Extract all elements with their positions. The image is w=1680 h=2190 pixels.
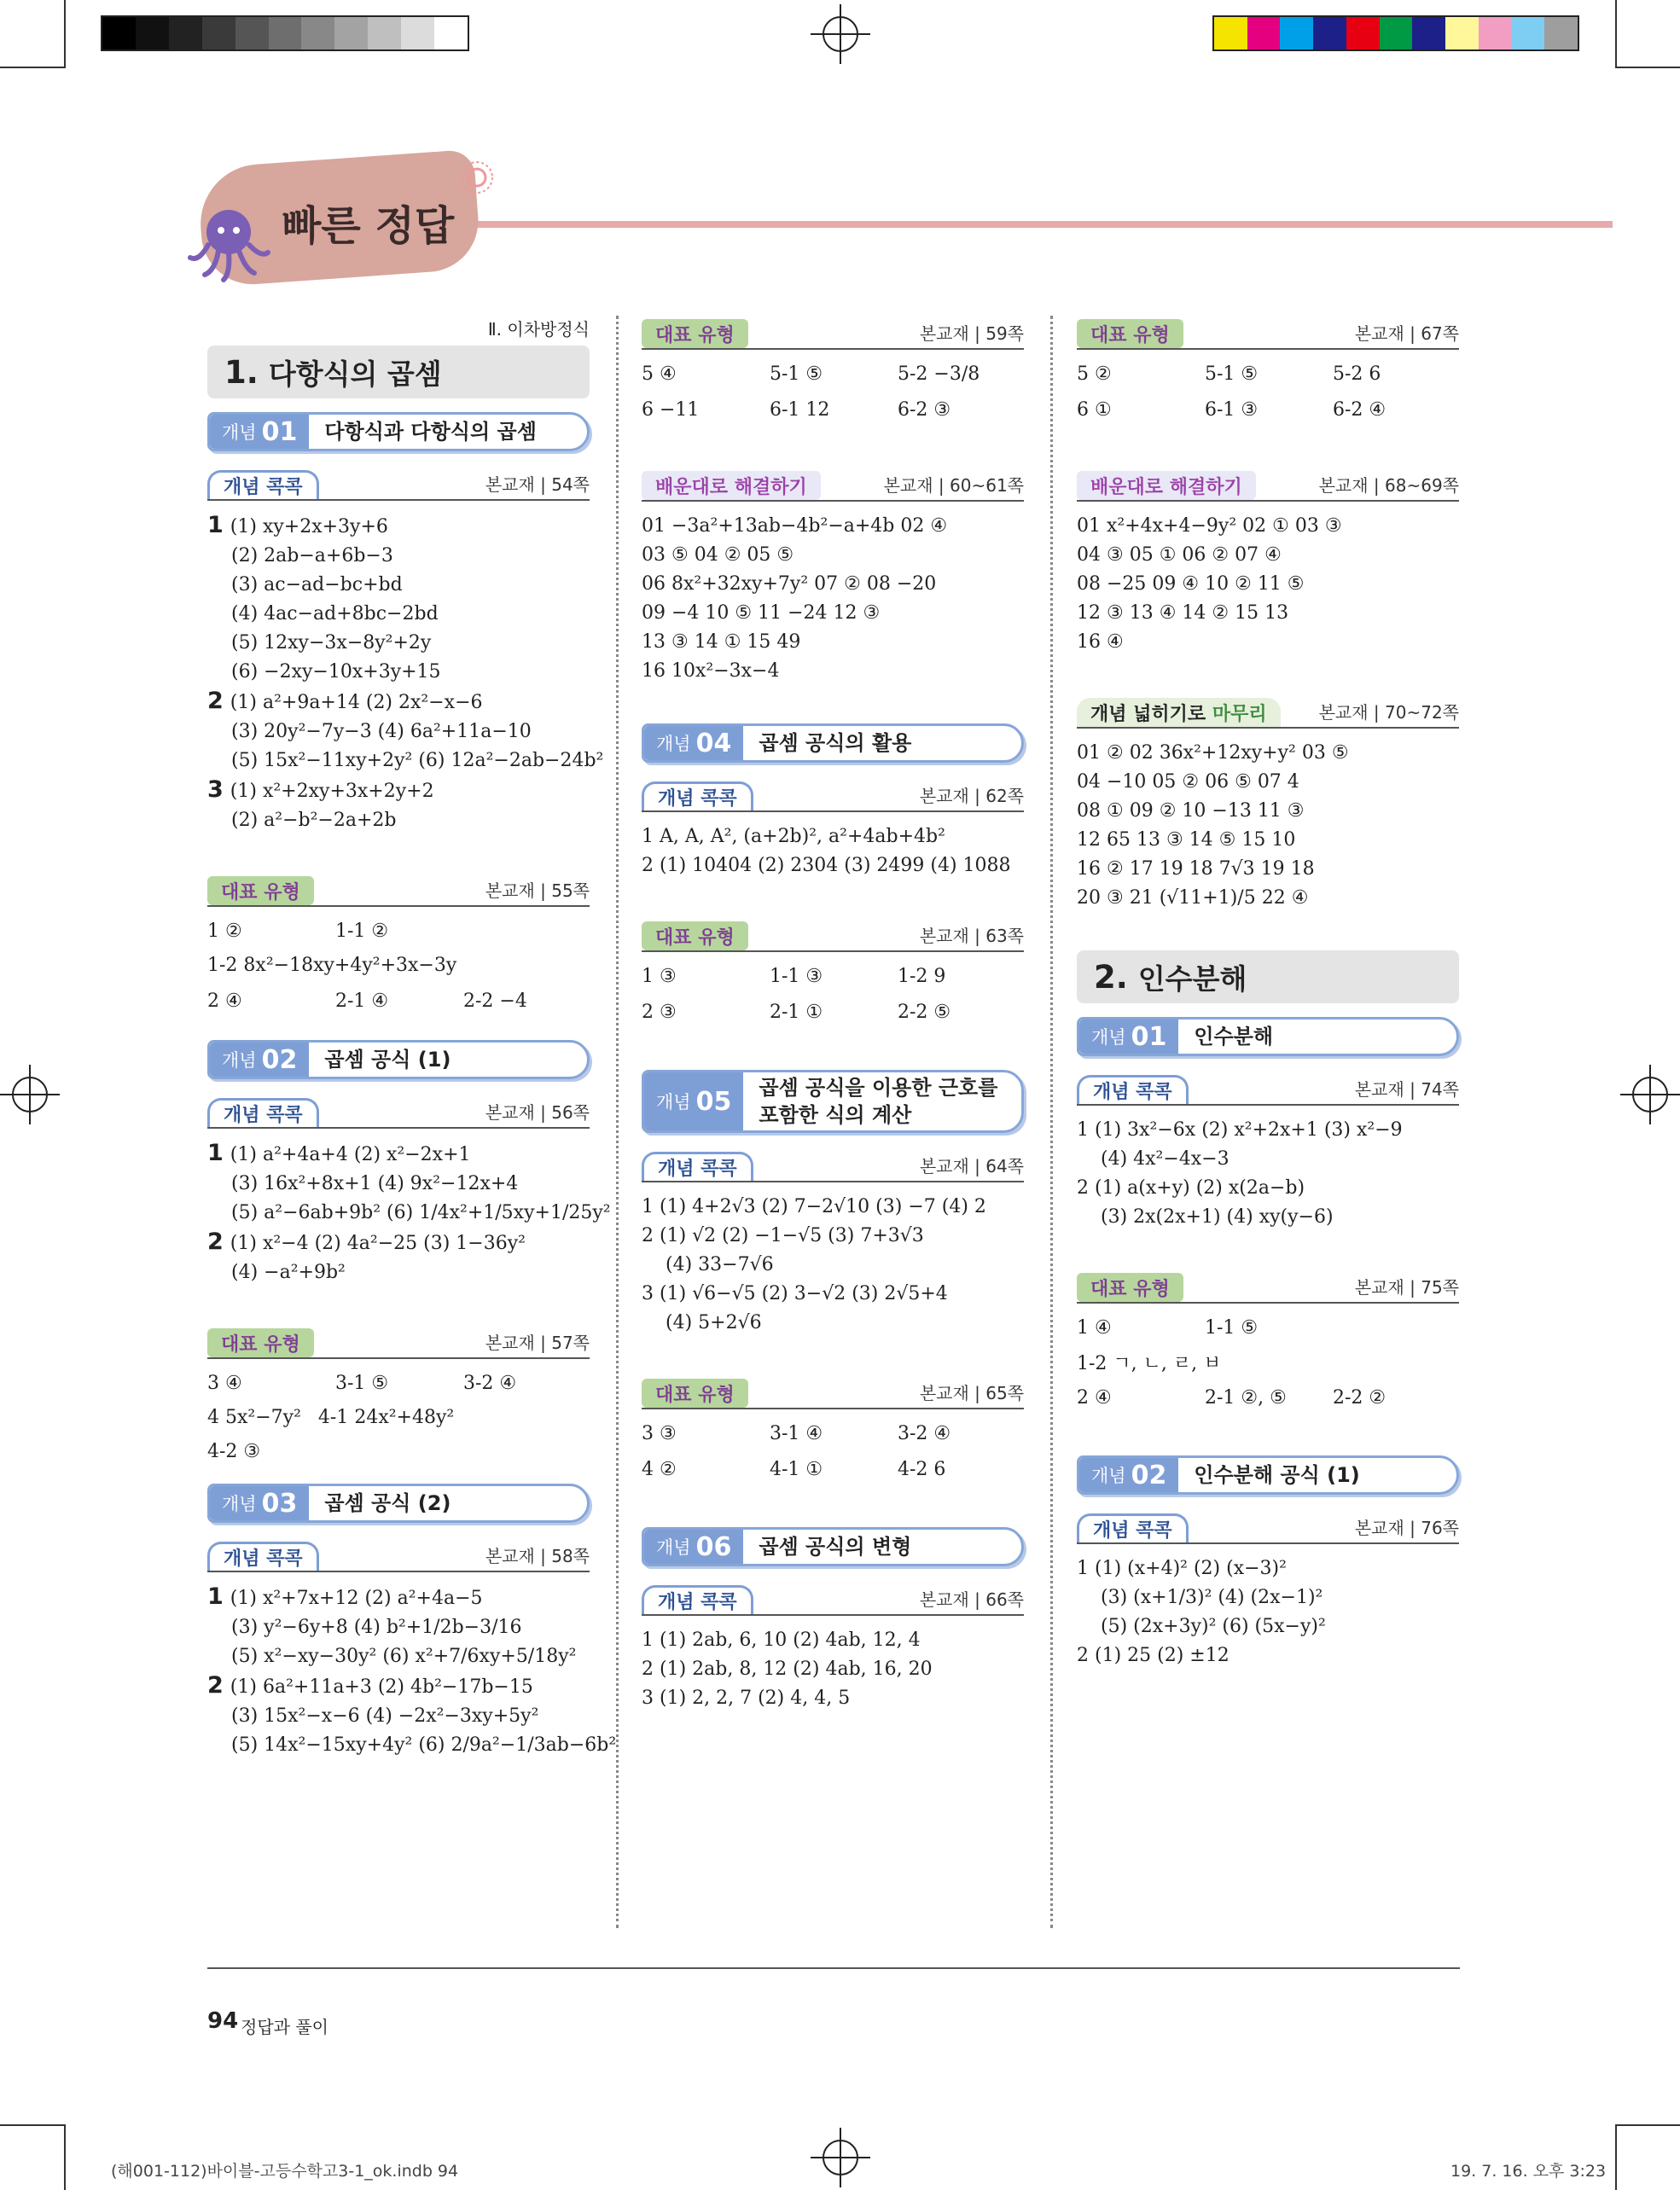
answer-cell: 1-1 ② [335,920,389,942]
page-reference: 본교재 | 56쪽 [485,1102,590,1123]
page-reference: 본교재 | 76쪽 [1354,1518,1459,1538]
concept-title: 곱셈 공식 (2) [324,1491,451,1515]
concept-tag: 개념 01 [210,415,309,449]
page-reference: 본교재 | 64쪽 [919,1156,1024,1176]
section-header [1077,694,1459,729]
concept-title: 곱셈 공식의 변형 [759,1535,912,1559]
section-header [1077,316,1459,350]
answer-cell: 5 ④ [642,363,677,385]
concept-title: 인수분해 [1194,1025,1274,1049]
answer-cell: 1-2 8x²−18xy+4y²+3x−3y [207,954,457,976]
column-2 [642,316,1024,1713]
answer-cell: 2-1 ②, ⑤ [1205,1386,1287,1409]
answer-grid [207,917,590,944]
crop-mark [1615,2124,1617,2190]
answer-line: 1 (1) 4+2√3 (2) 7−2√10 (3) −7 (4) 2 [642,1196,986,1217]
section-label: 개념 콕콕 [642,1585,753,1614]
answer-cell: 5-2 −3/8 [898,363,980,385]
chapter-header [207,346,590,398]
section-label: 대표 유형 [207,1328,314,1357]
concept-title: 곱셈 공식 (1) [324,1048,451,1072]
answer-cell: 6-1 ③ [1205,398,1259,421]
answer-cell: 5-2 6 [1333,363,1381,385]
crop-mark [0,67,64,68]
answer-line: (4) 4ac−ad+8bc−2bd [231,603,439,624]
answer-line: 2 (1) √2 (2) −1−√5 (3) 7+3√3 [642,1225,924,1246]
answer-line: 20 ③ 21 (√11+1)/5 22 ④ [1077,887,1309,909]
page-reference: 본교재 | 74쪽 [1354,1079,1459,1100]
section-label: 대표 유형 [642,1379,748,1408]
answer-line: (2) a²−b²−2a+2b [231,810,397,831]
answer-line: 12 ③ 13 ④ 14 ② 15 13 [1077,602,1289,624]
answer-line: (4) 5+2√6 [666,1312,762,1333]
answer-cell: 2 ④ [1077,1386,1112,1409]
answer-line: (3) 2x(2x+1) (4) xy(y−6) [1101,1206,1334,1228]
column-3 [1077,316,1459,1670]
concept-title: 곱셈 공식의 활용 [759,731,912,755]
section-label: 배운대로 해결하기 [1077,471,1256,500]
answer-cell: 1 ④ [1077,1316,1112,1339]
answer-line: (3) 15x²−x−6 (4) −2x²−3xy+5y² [231,1705,539,1727]
answer-line: 13 ③ 14 ① 15 49 [642,631,801,653]
answer-cell: 3-2 ④ [898,1422,951,1444]
section-header [1077,1510,1459,1544]
answer-line: 01 x²+4x+4−9y² 02 ① 03 ③ [1077,515,1342,537]
print-filename: (해001-112)바이블-고등수학고3-1_ok.indb 94 [111,2162,459,2181]
answer-line: 06 8x²+32xy+7y² 07 ② 08 −20 [642,573,937,595]
section-header [642,316,1024,350]
answer-cell: 2-2 −4 [463,990,527,1012]
answer-cell: 1 ② [207,920,242,942]
section-header [642,778,1024,812]
chapter-title: 다항식의 곱셈 [268,357,442,391]
section-label: 개념 콕콕 [642,781,753,810]
section-label: 개념 콕콕 [1077,1513,1189,1542]
answer-cell: 2-2 ② [1333,1386,1386,1409]
concept-header [207,1040,590,1079]
section-label: 개념 콕콕 [207,1542,319,1571]
answer-line: 2 (1) 25 (2) ±12 [1077,1645,1229,1666]
page-reference: 본교재 | 62쪽 [919,786,1024,806]
crop-mark [1615,67,1680,68]
answer-line: 3 (1) √6−√5 (2) 3−√2 (3) 2√5+4 [642,1283,948,1304]
answer-line: 2 (1) a(x+y) (2) x(2a−b) [1077,1177,1305,1199]
answer-cell: 4 ② [642,1458,677,1480]
section-header [207,1095,590,1129]
sun-decoration-icon [458,159,496,196]
section-label: 개념 콕콕 [642,1152,753,1181]
answer-cell: 1-1 ⑤ [1205,1316,1259,1339]
answer-grid [642,962,1024,1025]
answer-line: 1 (1) a²+4a+4 (2) x²−2x+1 [207,1140,471,1166]
answer-line: 1 (1) 3x²−6x (2) x²+2x+1 (3) x²−9 [1077,1119,1403,1141]
answer-cell: 6-2 ④ [1333,398,1386,421]
answer-line: 01 −3a²+13ab−4b²−a+4b 02 ④ [642,515,948,537]
answer-cell: 3 ④ [207,1372,242,1394]
answer-cell: 2-2 ⑤ [898,1001,951,1023]
answer-cell: 4-1 24x²+48y² [317,1406,455,1428]
answer-line: (5) x²−xy−30y² (6) x²+7/6xy+5/18y² [231,1646,577,1667]
page-number: 94 [207,2008,239,2034]
section-label: 개념 콕콕 [207,470,319,499]
answer-cell: 6-2 ③ [898,398,951,421]
answer-grid [642,1420,1024,1483]
answer-line: (6) −2xy−10x+3y+15 [231,661,441,683]
answer-line: 1 (1) (x+4)² (2) (x−3)² [1077,1558,1287,1579]
answer-grid [207,987,590,1014]
section-header [207,1538,590,1572]
section-header [1077,1269,1459,1304]
answer-cell: 2-1 ① [770,1001,823,1023]
answer-line: 16 ② 17 19 18 7√3 19 18 [1077,858,1315,880]
answer-line: 1 (1) xy+2x+3y+6 [207,512,388,538]
page-reference: 본교재 | 67쪽 [1354,323,1459,344]
answer-line: (4) 4x²−4x−3 [1101,1148,1229,1170]
section-label: 대표 유형 [1077,319,1183,348]
page-reference: 본교재 | 57쪽 [485,1333,590,1353]
section-label: 대표 유형 [642,921,748,950]
answer-line: 1 (1) x²+7x+12 (2) a²+4a−5 [207,1583,483,1610]
answer-line: 16 10x²−3x−4 [642,660,780,682]
concept-header [642,1070,1024,1133]
section-header [1077,1072,1459,1106]
concept-tag: 개념 01 [1079,1019,1178,1054]
answer-cell: 1 ③ [642,965,677,987]
page-reference: 본교재 | 66쪽 [919,1589,1024,1610]
answer-line: 2 (1) a²+9a+14 (2) 2x²−x−6 [207,688,483,714]
answer-line: 12 65 13 ③ 14 ⑤ 15 10 [1077,829,1296,851]
answer-cell: 5-1 ⑤ [770,363,823,385]
page-reference: 본교재 | 63쪽 [919,926,1024,946]
answer-line: (5) (2x+3y)² (6) (5x−y)² [1101,1616,1326,1637]
answer-cell: 6 −11 [642,398,700,421]
answer-cell: 3-1 ⑤ [335,1372,389,1394]
page-reference: 본교재 | 75쪽 [1354,1277,1459,1298]
answer-cell: 6-1 12 [770,398,830,421]
concept-title: 곱셈 공식을 이용한 근호를 포함한 식의 계산 [759,1076,998,1127]
answer-line: (4) −a²+9b² [231,1262,346,1283]
answer-line: 16 ④ [1077,631,1124,653]
concept-tag: 개념 06 [644,1530,743,1564]
page-reference: 본교재 | 70~72쪽 [1318,702,1459,723]
page-reference: 본교재 | 55쪽 [485,880,590,901]
answer-line: (4) 33−7√6 [666,1254,774,1275]
section-label: 대표 유형 [1077,1273,1183,1302]
crop-mark [1615,0,1617,68]
section-label: 개념 넓히기로 마무리 [1077,698,1281,727]
answer-line: 1 (1) 2ab, 6, 10 (2) 4ab, 12, 4 [642,1629,921,1651]
section-header [642,1375,1024,1409]
answer-line: (3) ac−ad−bc+bd [231,574,403,595]
concept-title: 다항식과 다항식의 곱셈 [324,420,537,444]
answer-line: (5) 15x²−11xy+2y² (6) 12a²−2ab−24b² [231,750,604,771]
section-header [1077,468,1459,502]
answer-grid [207,1369,590,1397]
answer-cell: 2 ③ [642,1001,677,1023]
page-reference: 본교재 | 60~61쪽 [883,475,1024,496]
concept-tag: 개념 02 [1079,1458,1178,1492]
answer-line: 3 (1) x²+2xy+3x+2y+2 [207,776,434,803]
crop-mark [0,2124,64,2126]
concept-tag: 개념 04 [644,726,743,760]
section-label: 개념 콕콕 [1077,1075,1189,1104]
chapter-number: 1. [224,353,259,391]
registration-mark-icon [811,4,870,64]
concept-tag: 개념 02 [210,1043,309,1077]
concept-title: 인수분해 공식 (1) [1194,1463,1360,1487]
chapter-subtitle: Ⅱ. 이차방정식 [487,319,590,340]
answer-line: 2 (1) 6a²+11a+3 (2) 4b²−17b−15 [207,1672,533,1699]
answer-line: 08 −25 09 ④ 10 ② 11 ⑤ [1077,573,1305,595]
answer-cell: 3-1 ④ [770,1422,823,1444]
answer-cell: 4 5x²−7y² [207,1406,301,1428]
answer-line: 03 ⑤ 04 ② 05 ⑤ [642,544,794,566]
section-header [642,918,1024,952]
answer-line: 04 −10 05 ② 06 ⑤ 07 4 [1077,771,1299,793]
section-header [642,1148,1024,1182]
crop-mark [64,0,66,68]
answer-line: 09 −4 10 ⑤ 11 −24 12 ③ [642,602,881,624]
answer-line: 08 ① 09 ② 10 −13 11 ③ [1077,800,1305,822]
chapter-number: 2. [1094,958,1128,996]
section-label: 대표 유형 [207,876,314,905]
answer-cell: 3-2 ④ [463,1372,517,1394]
section-header [207,1325,590,1359]
section-header [642,468,1024,502]
answer-line: (3) y²−6y+8 (4) b²+1/2b−3/16 [231,1617,522,1638]
answer-grid [1077,1314,1459,1341]
concept-header [207,1484,590,1523]
color-strip [1212,15,1579,51]
section-header [642,1582,1024,1616]
answer-grid [1077,1384,1459,1411]
registration-mark-icon [811,2128,870,2187]
page-reference: 본교재 | 65쪽 [919,1383,1024,1403]
concept-header [1077,1017,1459,1056]
answer-line: 1 A, A, A², (a+2b)², a²+4ab+4b² [642,826,945,847]
answer-cell: 1-2 ㄱ, ㄴ, ㄹ, ㅂ [1077,1352,1222,1374]
page-reference: 본교재 | 68~69쪽 [1318,475,1459,496]
page-label: 정답과 풀이 [241,2017,328,2037]
answer-cell: 5-1 ⑤ [1205,363,1259,385]
answer-cell: 6 ① [1077,398,1112,421]
footer-rule [207,1967,1460,1969]
column-divider [616,316,619,1928]
answer-cell: 2-1 ④ [335,990,389,1012]
answer-line: (2) 2ab−a+6b−3 [231,545,393,566]
concept-header [642,723,1024,763]
page-reference: 본교재 | 58쪽 [485,1546,590,1566]
concept-tag: 개념 05 [644,1072,743,1130]
answer-line: 04 ③ 05 ① 06 ② 07 ④ [1077,544,1282,566]
concept-header [207,412,590,451]
answer-line: (5) a²−6ab+9b² (6) 1/4x²+1/5xy+1/25y² [231,1202,611,1223]
answer-line: 3 (1) 2, 2, 7 (2) 4, 4, 5 [642,1688,851,1709]
answer-line: 2 (1) x²−4 (2) 4a²−25 (3) 1−36y² [207,1229,526,1255]
chapter-title: 인수분해 [1137,961,1247,996]
section-header [207,873,590,907]
answer-line: 2 (1) 10404 (2) 2304 (3) 2499 (4) 1088 [642,855,1011,876]
header-rule [444,221,1613,228]
page-reference: 본교재 | 54쪽 [485,474,590,495]
chapter-header [1077,950,1459,1003]
concept-header [1077,1455,1459,1495]
answer-line: (3) 16x²+8x+1 (4) 9x²−12x+4 [231,1173,519,1194]
answer-cell: 4-1 ① [770,1458,823,1480]
concept-tag: 개념 03 [210,1486,309,1520]
answer-cell: 5 ② [1077,363,1112,385]
answer-cell: 3 ③ [642,1422,677,1444]
registration-mark-icon [0,1065,60,1124]
answer-line: (3) 20y²−7y−3 (4) 6a²+11a−10 [231,721,532,742]
section-label: 개념 콕콕 [207,1098,319,1127]
answer-line: 2 (1) 2ab, 8, 12 (2) 4ab, 16, 20 [642,1658,933,1680]
answer-line: (5) 14x²−15xy+4y² (6) 2/9a²−1/3ab−6b² [231,1734,617,1756]
answer-cell: 4-2 6 [898,1458,946,1480]
answer-grid [1077,360,1459,423]
answer-line: 01 ② 02 36x²+12xy+y² 03 ⑤ [1077,742,1349,764]
answer-cell: 1-1 ③ [770,965,823,987]
section-label: 대표 유형 [642,319,748,348]
column-divider [1050,316,1053,1928]
crop-mark [64,2124,66,2190]
answer-line: (3) (x+1/3)² (4) (2x−1)² [1101,1587,1323,1608]
page-title: 빠른 정답 [282,202,455,250]
grayscale-strip [101,15,469,51]
octopus-icon [186,198,271,283]
answer-cell: 2 ④ [207,990,242,1012]
concept-header [642,1527,1024,1566]
crop-mark [1615,2124,1680,2126]
section-label: 배운대로 해결하기 [642,471,821,500]
page-reference: 본교재 | 59쪽 [919,323,1024,344]
print-date: 19. 7. 16. 오후 3:23 [1450,2162,1607,2181]
answer-grid [642,360,1024,423]
answer-line: (5) 12xy−3x−8y²+2y [231,632,432,654]
answer-cell: 1-2 9 [898,965,946,987]
section-header [207,467,590,501]
column-1 [207,316,617,1760]
registration-mark-icon [1620,1065,1680,1124]
answer-cell: 4-2 ③ [207,1440,261,1462]
